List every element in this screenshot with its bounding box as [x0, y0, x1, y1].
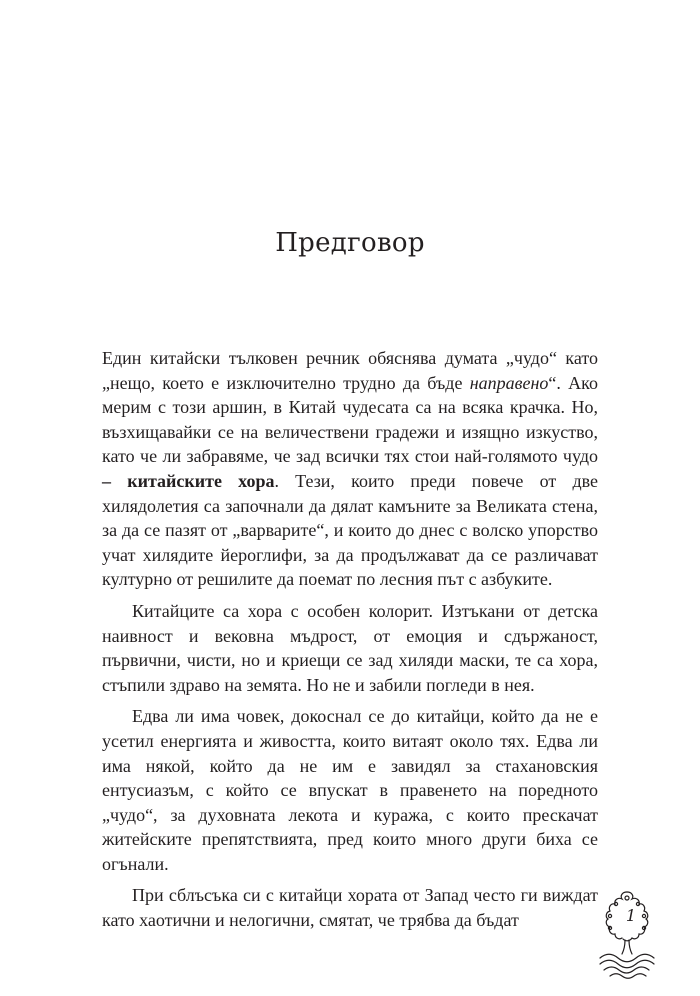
text-run: “. Ако мерим с този аршин, в Китай чудесата са на всяка крачка. Но, възхищавайки се на величествени градежи и изящно изкуство, като че ли забравяме, че зад всички тях стои най-голямото чудо — [102, 372, 598, 467]
paragraph — [102, 704, 598, 876]
ornamental-cloud-wave-emblem-icon — [594, 888, 660, 980]
text-run: . Тези, които преди повече от две хилядолетия са започнали да дялат камъните за Великата стена, за да се пазят от „варварите“, и които до днес с волско упорство учат хилядите йероглифи, за да продължават да се различават културно от решилите да поемат по лесния път с азбуките. — [102, 470, 598, 590]
page-title: Предговор — [275, 228, 425, 258]
emphasis-bold: – китайските хора — [102, 470, 275, 491]
paragraph — [102, 883, 598, 932]
body-text — [102, 346, 598, 933]
paragraph — [102, 599, 598, 697]
text-run: Едва ли има човек, докоснал се до китайци, който да не е усетил енергията и живостта, които витаят около тях. Едва ли има някой, който да не им е завидял за стахановския ентусиазъм, с който се впускат в правенето на поредното „чудо“, за духовната лекота и куража, с които прескачат житейските препятствията, пред които много други биха се огънали. — [102, 706, 598, 874]
text-run: При сблъсъка си с китайци хората от Запад често ги виждат като хаотични и нелогични, смятат, че трябва да бъдат — [102, 885, 598, 931]
text-run: Китайците са хора с особен колорит. Изтъкани от детска наивност и вековна мъдрост, от емоция и сдържаност, първични, чисти, но и криещи се зад хиляди маски, те са хора, стъпили здраво на земята. Но не и забили погледи в нея. — [102, 600, 598, 695]
text-run: Един китайски тълковен речник обяснява думата „чудо“ като „нещо, което е изключително трудно да бъде — [102, 348, 598, 393]
emphasis-italic: направено — [469, 372, 549, 393]
paragraph — [102, 346, 598, 592]
page-number: 1 — [625, 906, 637, 925]
